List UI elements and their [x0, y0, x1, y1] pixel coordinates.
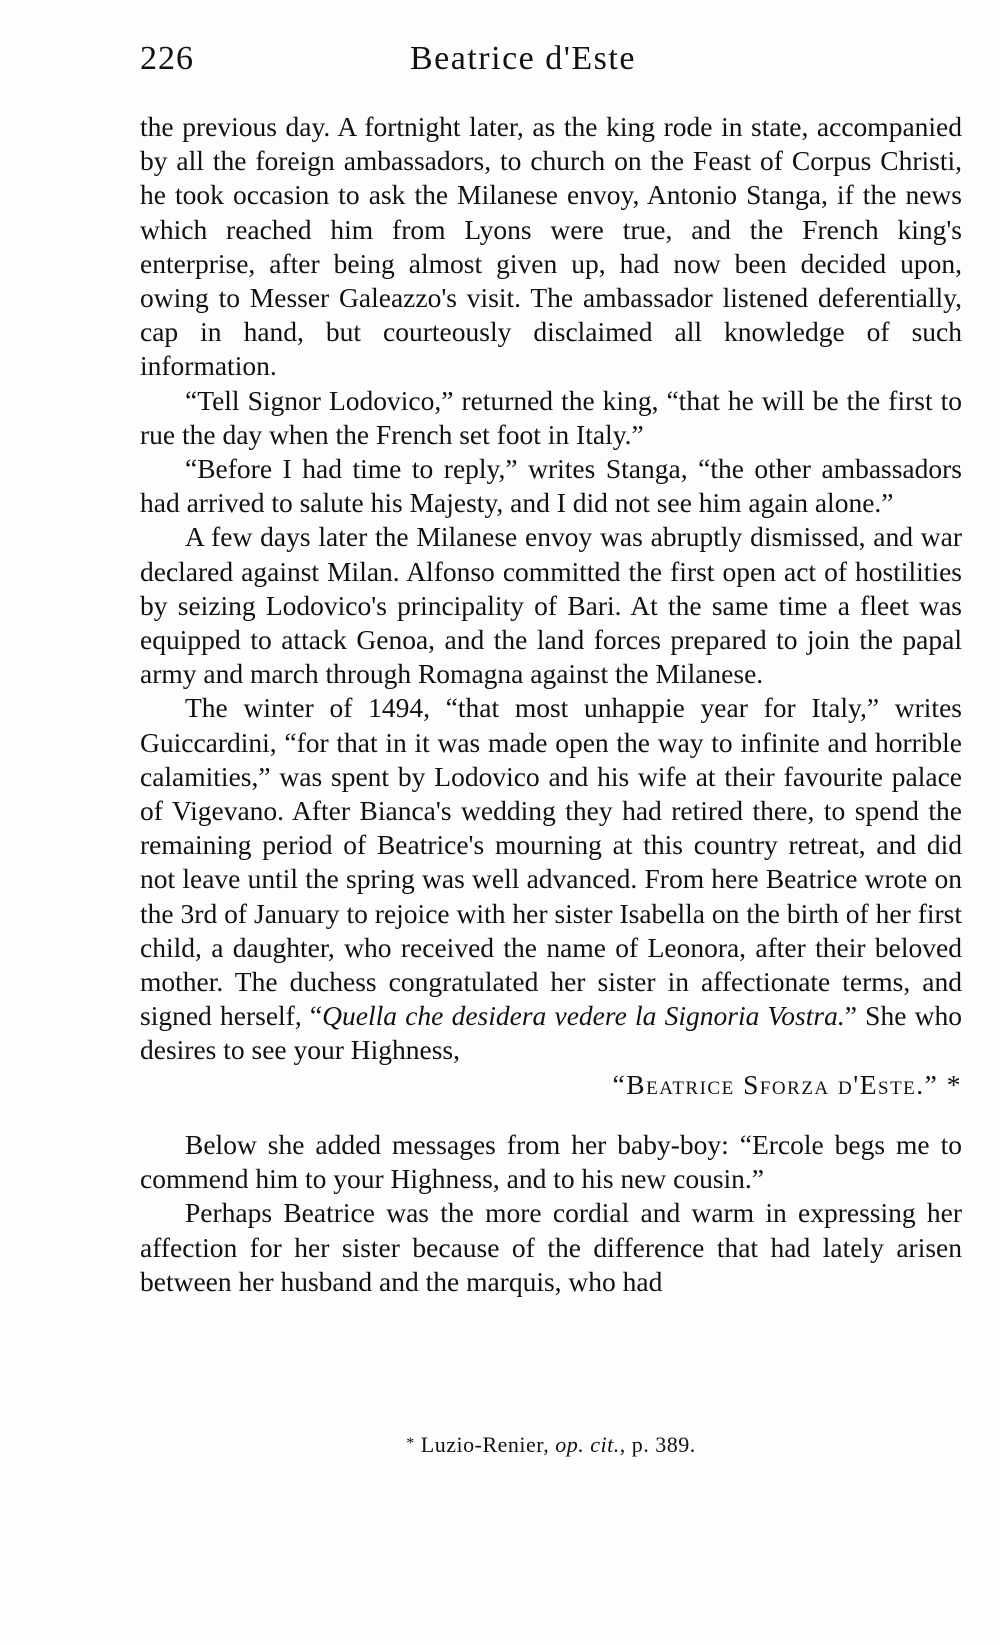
- page-header: [140, 40, 960, 84]
- paragraph-6: Below she added messages from her baby-boy: “Ercole begs me to commend him to your Highness, and to his new cousin.”: [140, 1128, 962, 1195]
- paragraph-4: A few days later the Milanese envoy was abruptly dismissed, and war declared against Milan. Alfonso committed the first open act of hostilities by seizing Lodovico's principality of Bari. At the same time a fleet was equipped to attack Genoa, and the land forces prepared to join the papal army and march through Romagna against the Milanese.: [140, 521, 962, 690]
- body-text: [140, 110, 962, 1299]
- footnote-op-cit: op. cit.: [555, 1432, 620, 1457]
- signature-footnote-mark: *: [946, 1068, 962, 1100]
- signature: [140, 1068, 962, 1128]
- footnote-mark: *: [406, 1435, 415, 1452]
- page-number: 226: [140, 40, 194, 77]
- footnote-page: , p. 389.: [619, 1432, 696, 1457]
- footnote-source: Luzio-Renier,: [420, 1432, 556, 1457]
- paragraph-2: “Tell Signor Lodovico,” returned the king, “that he will be the first to rue the day when the French set foot in Italy.”: [140, 384, 962, 450]
- paragraph-5-end: ” She who desires to see your Highness,: [140, 1000, 962, 1066]
- italian-quote: Quella che desidera vedere la Signoria Vostra.: [322, 1000, 845, 1032]
- paragraph-3: “Before I had time to reply,” writes Stanga, “the other ambassadors had arrived to salute his Majesty, and I did not see him again alone.”: [140, 453, 962, 519]
- footnote: [140, 1432, 962, 1458]
- running-title: Beatrice d'Este: [410, 40, 636, 77]
- paragraph-7: Perhaps Beatrice was the more cordial and warm in expressing her affection for her sister because of the difference that had lately arisen between her husband and the marquis, who had: [140, 1197, 962, 1297]
- paragraph-5-text: The winter of 1494, “that most unhappie year for Italy,” writes Guiccardini, “for that in it was made open the way to infinite and horrible calamities,” was spent by Lodovico and his wife at their favourite palace of Vigevano. After Bianca's wedding they had retired there, to spend the remaining period of Beatrice's mourning at this country retreat, and did not leave until the spring was well advanced. From here Beatrice wrote on the 3rd of January to rejoice with her sister Isabella on the birth of her first child, a daughter, who received the name of Leonora, after their beloved mother. The duchess congratulated her sister in affectionate terms, and signed herself, “: [140, 692, 962, 1032]
- paragraph-1: the previous day. A fortnight later, as the king rode in state, accompanied by all the foreign ambassadors, to church on the Feast of Corpus Christi, he took occasion to ask the Milanese envoy, Antonio Stanga, if the news which reached him from Lyons were true, and the French king's enterprise, after being almost given up, had now been decided upon, owing to Messer Galeazzo's visit. The ambassador listened deferentially, cap in hand, but courteously disclaimed all knowledge of such information.: [140, 111, 962, 382]
- paragraph-5: [140, 691, 962, 1067]
- signature-text: “Beatrice Sforza d'Este.”: [612, 1068, 939, 1100]
